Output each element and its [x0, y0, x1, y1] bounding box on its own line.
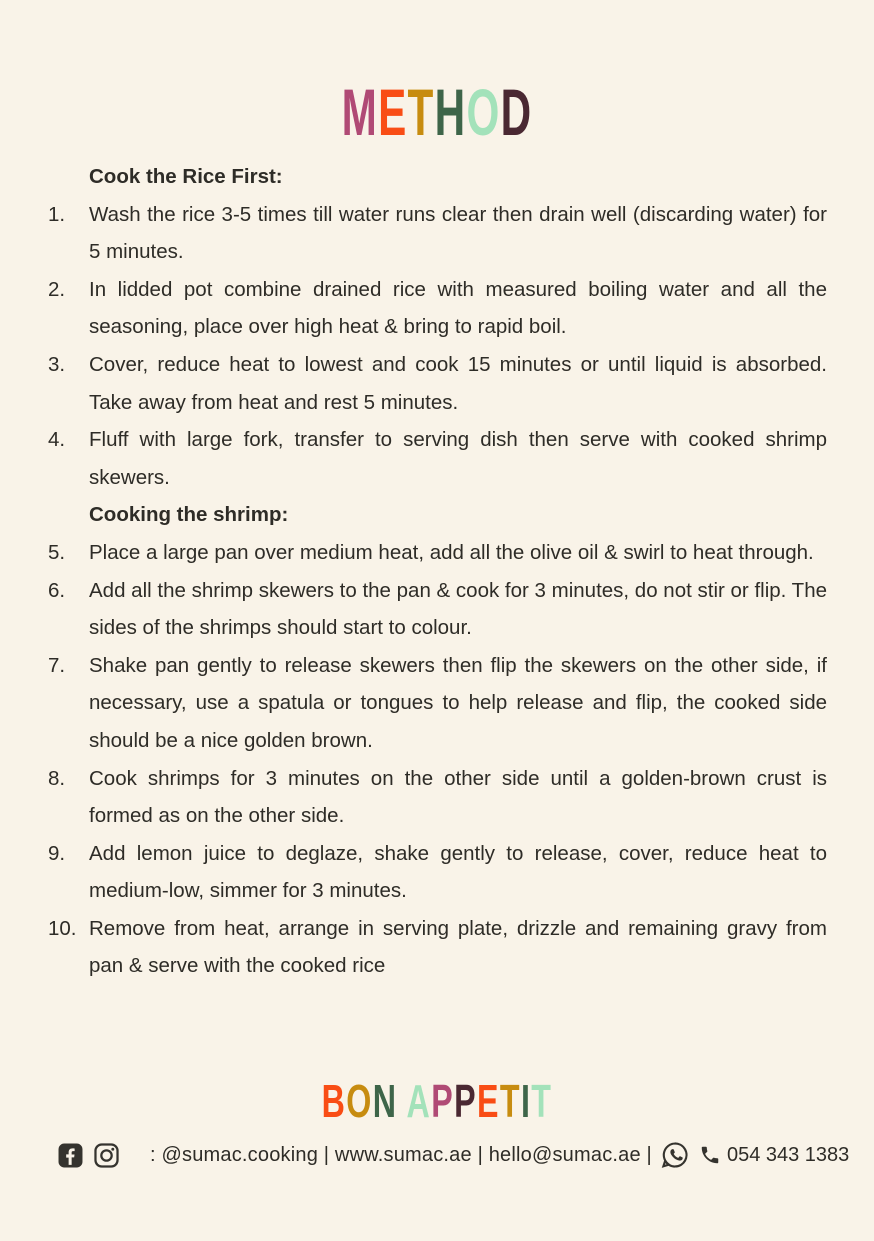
- step-text: Add lemon juice to deglaze, shake gently to release, cover, reduce heat to medium-low, simmer for 3 minutes.: [89, 841, 827, 903]
- step-text: In lidded pot combine drained rice with measured boiling water and all the seasoning, place over high heat & bring to rapid boil.: [89, 277, 827, 339]
- phone-number: 054 343 1383: [726, 1143, 850, 1166]
- method-step: [48, 647, 827, 760]
- letter: E: [378, 75, 408, 149]
- page-title: [157, 76, 716, 148]
- letter: M: [341, 75, 379, 149]
- bon-appetit-text: [131, 1075, 743, 1127]
- method-step: [48, 271, 827, 346]
- letter: T: [531, 1075, 553, 1128]
- step-text: Wash the rice 3-5 times till water runs clear then drain well (discarding water) for 5 minutes.: [89, 202, 827, 264]
- step-text: Remove from heat, arrange in serving plate, drizzle and remaining gravy from pan & serve with the cooked rice: [89, 916, 827, 978]
- letter: B: [321, 1075, 347, 1128]
- method-step: [48, 572, 827, 647]
- letter: I: [520, 1075, 532, 1128]
- step-text: Cook shrimps for 3 minutes on the other side until a golden-brown crust is formed as on the other side.: [89, 766, 827, 828]
- step-number: 8.: [48, 766, 66, 790]
- step-text: Fluff with large fork, transfer to serving dish then serve with cooked shrimp skewers.: [89, 428, 827, 489]
- step-text: Shake pan gently to release skewers then flip the skewers on the other side, if necessary, use a spatula or tongues to help release and flip, the cooked side should be a nice golden brown.: [89, 653, 827, 752]
- letter: E: [476, 1075, 500, 1128]
- whatsapp-icon[interactable]: [660, 1140, 690, 1170]
- letter: P: [454, 1075, 477, 1128]
- method-step: [48, 910, 827, 985]
- method-step: [48, 534, 827, 572]
- letter: D: [500, 75, 533, 149]
- step-number: 9.: [48, 841, 66, 865]
- letter: H: [434, 75, 467, 149]
- step-number: 6.: [48, 578, 66, 602]
- letter: T: [407, 75, 435, 149]
- facebook-icon[interactable]: [58, 1143, 83, 1168]
- step-text: Place a large pan over medium heat, add all the olive oil & swirl to heat through.: [89, 540, 814, 564]
- contact-bar: [58, 1140, 874, 1170]
- letter: A: [406, 1075, 432, 1128]
- phone-icon: [699, 1144, 721, 1166]
- letter: T: [499, 1075, 521, 1128]
- letter: O: [346, 1075, 373, 1128]
- method-steps-list: [48, 158, 827, 985]
- method-step: [48, 421, 827, 496]
- method-step: [48, 760, 827, 835]
- step-text: Cover, reduce heat to lowest and cook 15 minutes or until liquid is absorbed. Take away from heat and rest 5 minutes.: [89, 352, 827, 414]
- step-number: 7.: [48, 653, 66, 677]
- step-number: 1.: [48, 202, 66, 226]
- section-heading: Cook the Rice First:: [89, 165, 283, 188]
- letter: P: [431, 1075, 455, 1128]
- method-step: [48, 835, 827, 910]
- contact-text: : @sumac.cooking | www.sumac.ae | hello@sumac.ae |: [150, 1143, 652, 1166]
- step-text: Add all the shrimp skewers to the pan & cook for 3 minutes, do not stir or flip. The sides of the shrimps should start to colour.: [89, 578, 827, 640]
- letter: [397, 1075, 406, 1127]
- step-number: 5.: [48, 540, 66, 564]
- step-number: 4.: [48, 428, 66, 452]
- letter: N: [372, 1075, 398, 1128]
- step-number: 2.: [48, 277, 66, 301]
- step-number: 10.: [48, 916, 77, 940]
- method-step: [48, 196, 827, 271]
- instagram-icon[interactable]: [93, 1142, 120, 1169]
- section-heading: Cooking the shrimp:: [89, 503, 289, 527]
- method-step: [48, 346, 827, 421]
- letter: O: [466, 75, 501, 149]
- step-number: 3.: [48, 352, 66, 376]
